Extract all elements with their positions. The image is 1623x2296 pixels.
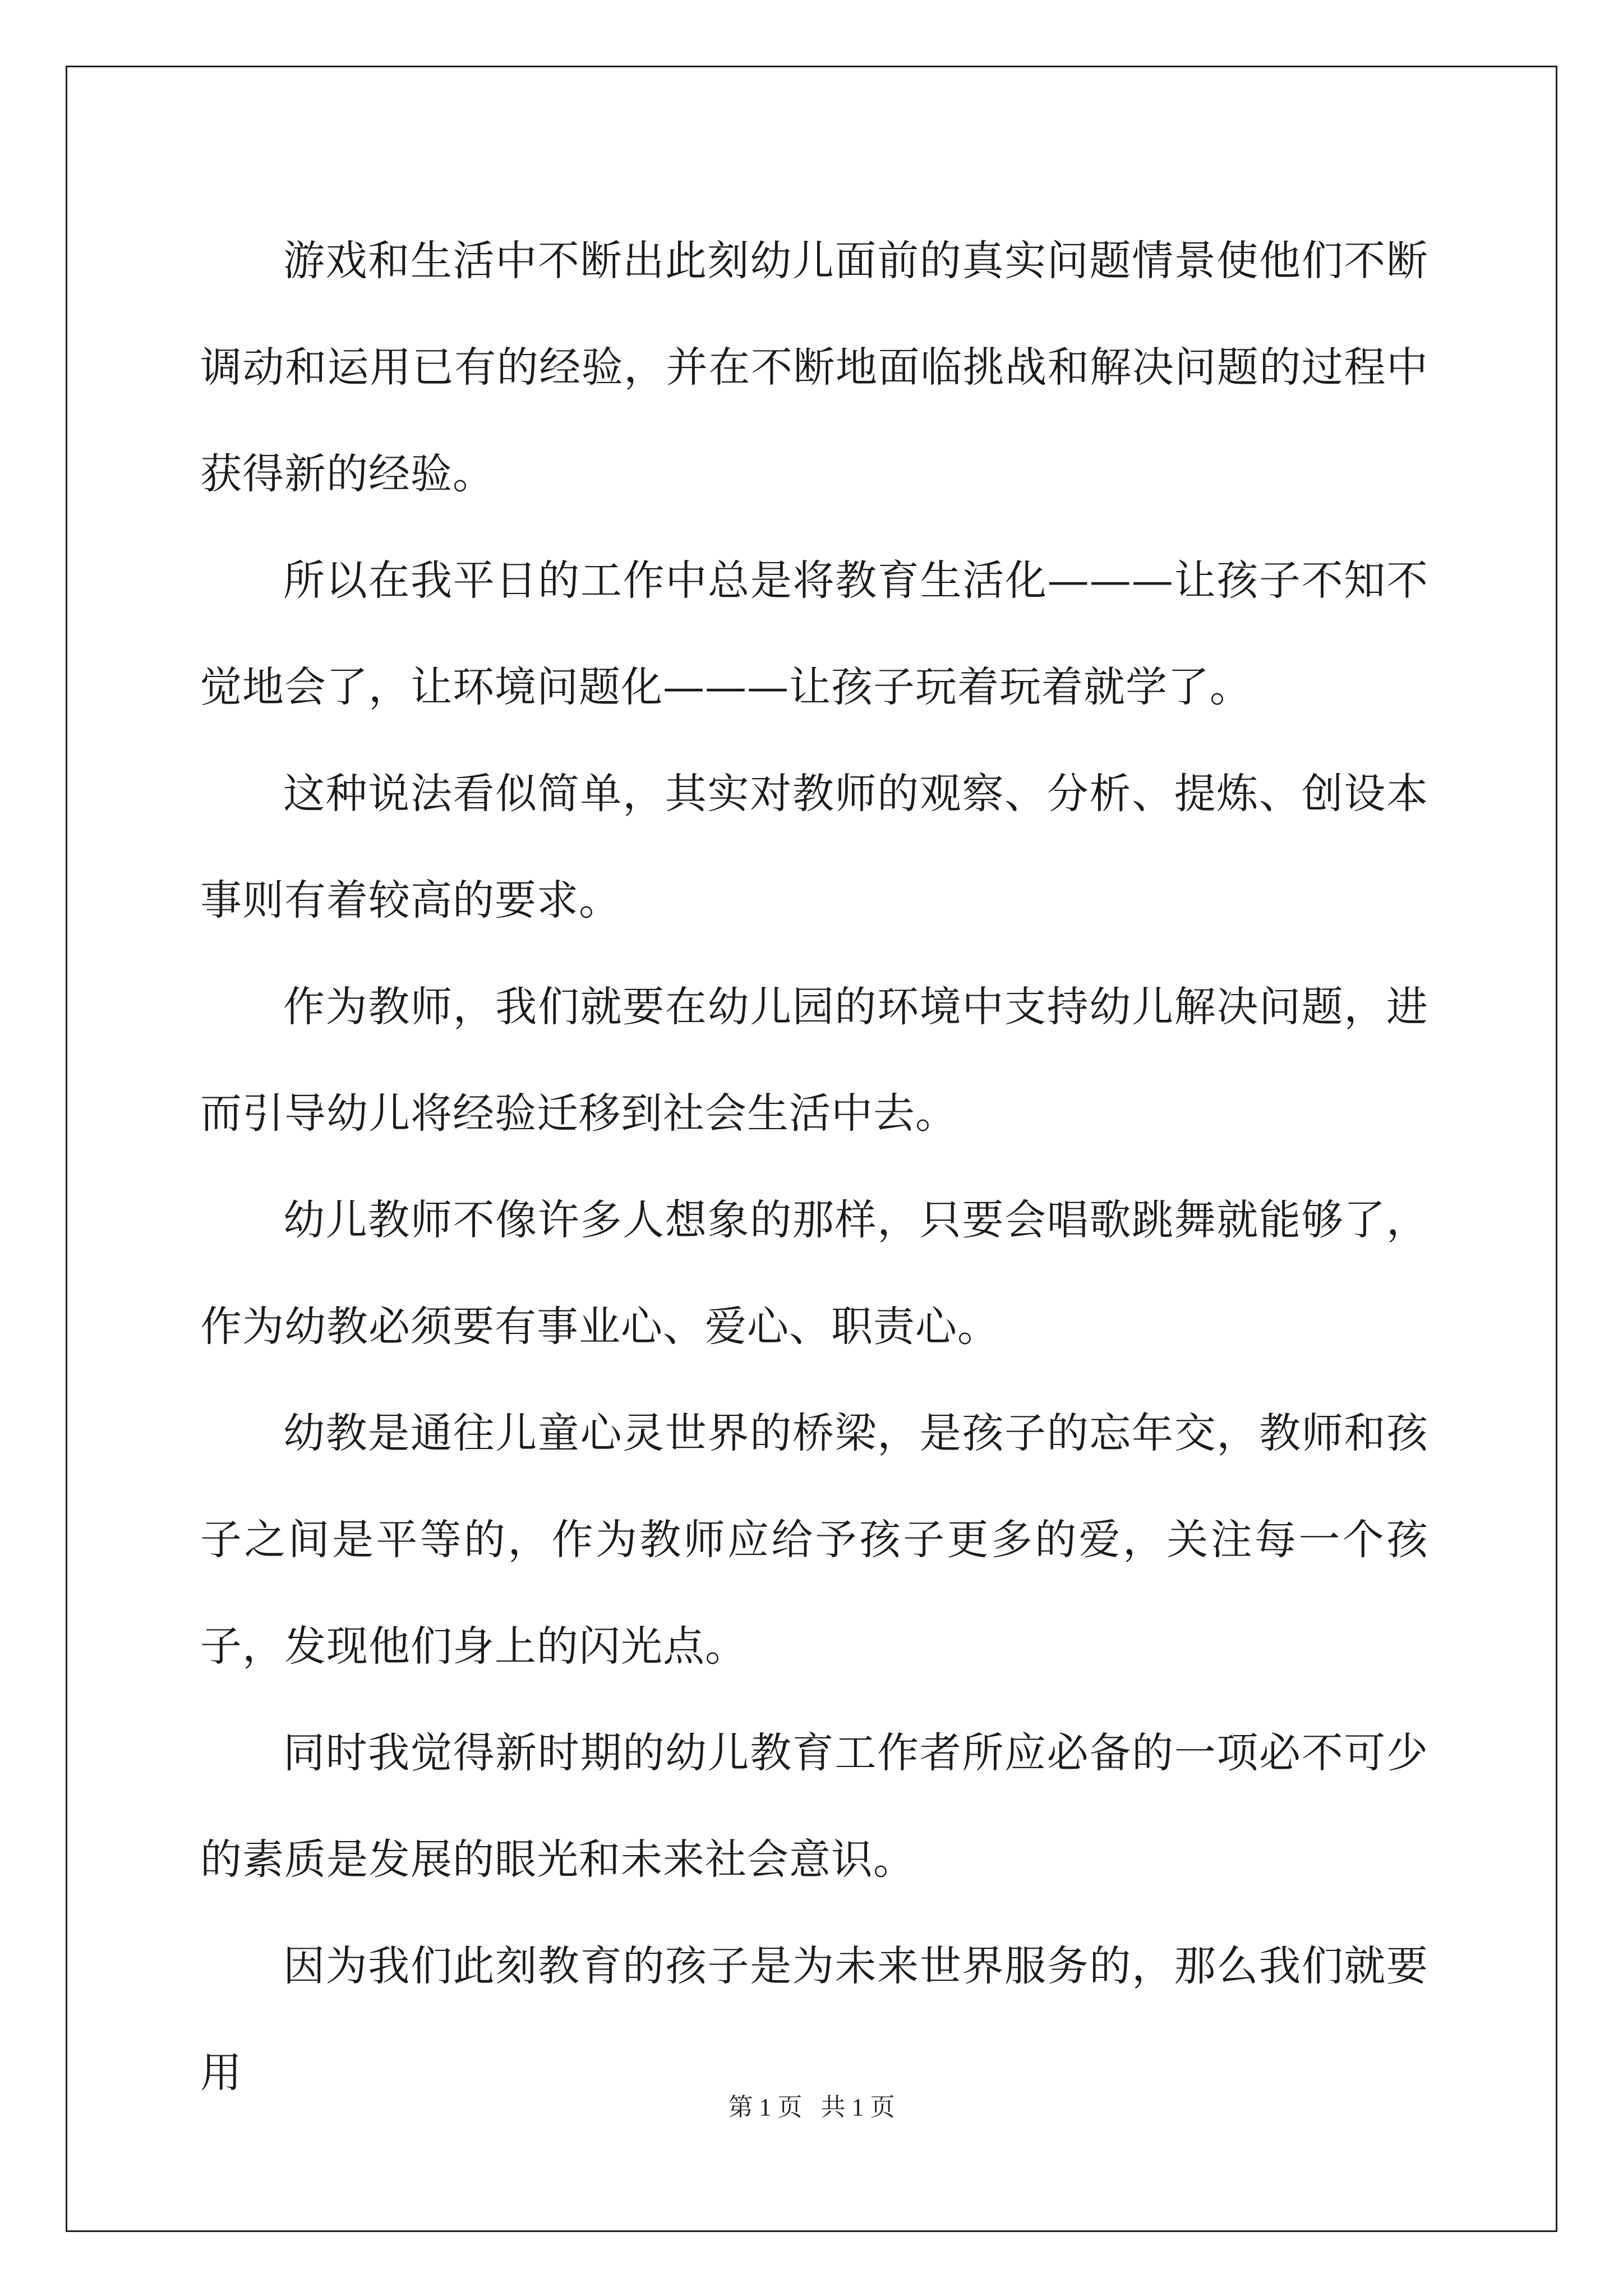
paragraph-1: 游戏和生活中不断出此刻幼儿面前的真实问题情景使他们不断调动和运用已有的经验，并在不断地面临挑战和解决问题的过程中获得新的经验。 xyxy=(200,237,1428,498)
paragraph-6: 幼教是通往儿童心灵世界的桥梁，是孩子的忘年交，教师和孩子之间是平等的，作为教师应给予孩子更多的爱，关注每一个孩子，发现他们身上的闪光点。 xyxy=(200,1409,1428,1671)
paragraph-5: 幼儿教师不像许多人想象的那样，只要会唱歌跳舞就能够了，作为幼教必须要有事业心、爱心、职责心。 xyxy=(200,1196,1428,1351)
paragraph-8: 因为我们此刻教育的孩子是为未来世界服务的，那么我们就要用 xyxy=(200,1942,1428,2097)
paragraph-7: 同时我觉得新时期的幼儿教育工作者所应必备的一项必不可少的素质是发展的眼光和未来社会意识。 xyxy=(200,1729,1428,1884)
page-number: 第 1 页 xyxy=(728,2093,803,2121)
paragraph-4: 作为教师，我们就要在幼儿园的环境中支持幼儿解决问题，进而引导幼儿将经验迁移到社会生活中去。 xyxy=(200,983,1428,1138)
page-total: 共 1 页 xyxy=(820,2093,895,2121)
paragraph-2: 所以在我平日的工作中总是将教育生活化———让孩子不知不觉地会了，让环境问题化———让孩子玩着玩着就学了。 xyxy=(200,556,1428,711)
page-footer xyxy=(0,2087,1623,2123)
footer-gap xyxy=(803,2093,821,2121)
paragraph-3: 这种说法看似简单，其实对教师的观察、分析、提炼、创设本事则有着较高的要求。 xyxy=(200,770,1428,924)
document-body xyxy=(200,208,1428,2126)
